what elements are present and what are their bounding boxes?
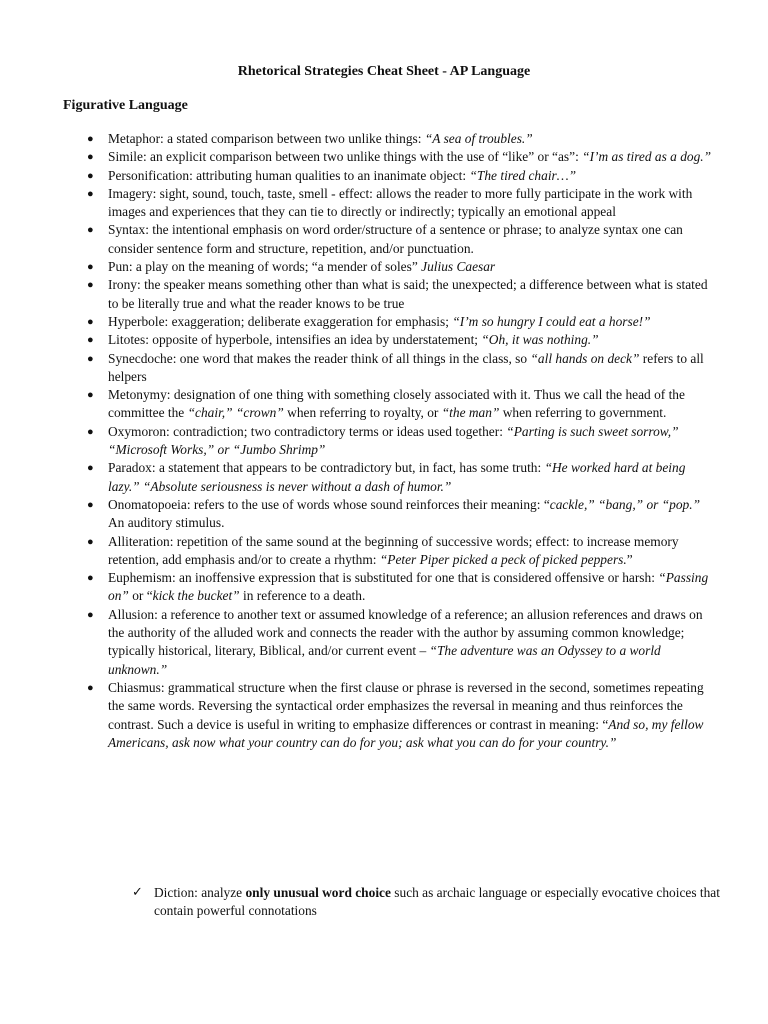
bullet-icon: ● [87,334,94,347]
bullet-icon: ● [87,224,94,237]
list-item [86,679,712,752]
list-item-text: refers to all helpers [108,350,704,384]
list-item-text: Onomatopoeia: refers to the use of words whose sound reinforces their meaning: “ [108,496,550,512]
list-item [86,258,712,276]
list-item-text: Oxymoron: contradiction; two contradictory terms or ideas used together: [108,423,507,439]
list-item-text: Simile: an explicit comparison between two unlike things with the use of “like” or “as”: [108,149,583,165]
list-item-text: Alliteration: repetition of the same sound at the beginning of successive words; effect: to increase memory retention, add emphasis and/or to create a rhythm: [108,533,679,567]
bullet-icon: ● [87,261,94,274]
list-item-text: Syntax: the intentional emphasis on word order/structure of a sentence or phrase; to analyze syntax one can consider sentence form and structure, repetition, and/or punctuation. [108,222,683,256]
list-item [86,350,712,387]
bullet-icon: ● [87,389,94,402]
list-item-text: in reference to a death. [239,588,366,604]
bullet-icon: ● [87,681,94,694]
checkmark-icon: ✓ [132,885,143,900]
list-item-text: ” [626,551,633,567]
list-item [86,167,712,185]
list-item-text: Chiasmus: grammatical structure when the first clause or phrase is reversed in the second, sometimes repeating the same words. Reversing the syntactical order emphasizes the reversal in meaning and thus reinforces the contrast. Such a device is useful in writing to emphasize differences or contrast in meaning: “ [108,679,704,732]
list-item-text: Paradox: a statement that appears to be contradictory but, in fact, has some truth: [108,460,545,476]
list-item [86,496,712,533]
bullet-icon: ● [87,608,94,621]
list-item [86,459,712,496]
list-item-text: Hyperbole: exaggeration; deliberate exaggeration for emphasis; [108,313,453,329]
bullet-icon: ● [87,498,94,511]
list-item [86,423,712,460]
list-item-example: “Peter Piper picked a peck of picked peppers. [379,551,627,567]
list-item-text: when referring to government. [499,405,667,421]
list-item [86,331,712,349]
list-item [86,313,712,331]
bullet-icon: ● [87,151,94,164]
list-item [86,276,712,313]
list-item-example: “A sea of troubles.” [424,131,533,146]
list-item [86,130,712,148]
list-item-example: “He worked hard at being lazy.” “Absolute seriousness is never without a dash of humor.” [108,460,686,494]
list-item-text: Pun: a play on the meaning of words; “a mender of soles” [108,259,422,275]
bullet-icon: ● [87,169,94,182]
list-item-text: An auditory stimulus. [108,515,225,531]
page-title: Rhetorical Strategies Cheat Sheet - AP Language [237,64,531,79]
list-item [86,606,712,679]
bullet-icon: ● [87,535,94,548]
section-heading: Figurative Language [63,98,188,113]
bullet-icon: ● [87,315,94,328]
list-item [86,185,712,222]
diction-text-after: such as archaic language or especially evocative choices that contain powerful connotations [154,885,720,919]
list-item-example: “I’m as tired as a dog.” [582,149,712,165]
diction-text-before: Diction: analyze [154,885,246,900]
list-item-text: Metonymy: designation of one thing with something closely associated with it. Thus we call the head of the committee the [108,387,685,421]
list-item-text: Personification: attributing human qualities to an inanimate object: [108,167,470,183]
list-item-text: when referring to royalty, or [283,405,442,421]
list-item-text: Allusion: a reference to another text or assumed knowledge of a reference; an allusion references and draws on the authority of the alluded work and connects the reader with the author by assuming common knowledge; typically historical, literary, Biblical, and/or current event – [108,606,703,659]
list-item [86,221,712,258]
list-item-text: Metaphor: a stated comparison between two unlike things: [108,131,425,146]
bullet-icon: ● [87,425,94,438]
list-item [86,569,712,606]
list-item-text: Synecdoche: one word that makes the reader think of all things in the class, so [108,350,531,366]
list-item-example: “Parting is such sweet sorrow,” “Microsoft Works,” or “Jumbo Shrimp” [108,423,679,458]
list-item-example: And so, my fellow Americans, ask now what your country can do for you; ask what you can do for your country.” [108,716,704,750]
list-item-example: “chair,” “crown” [187,405,284,421]
list-item-example: “I’m so hungry I could eat a horse!” [452,313,651,329]
bullet-icon: ● [87,352,94,365]
figurative-terms-list [86,130,712,752]
list-item-example: cackle,” “bang,” or “pop.” [549,496,701,512]
list-item-example: “all hands on deck” [530,350,640,366]
list-item-text: Imagery: sight, sound, touch, taste, smell - effect: allows the reader to more fully participate in the work with images and experiences that they can tie to directly or indirectly; typically an emotional appeal [108,185,693,220]
diction-note [130,884,744,921]
list-item-text: Irony: the speaker means something other than what is said; the unexpected; a difference between what is stated to be literally true and what the reader knows to be true [108,277,708,311]
list-item [86,148,712,166]
diction-text-bold: only unusual word choice [245,885,391,900]
list-item-text: Litotes: opposite of hyperbole, intensifies an idea by understatement; [108,332,482,348]
list-item-example: kick the bucket” [152,588,240,604]
list-item-example: “the man” [441,405,500,421]
bullet-icon: ● [87,462,94,475]
list-item-example: “The adventure was an Odyssey to a world unknown.” [108,643,661,677]
list-item-example: “The tired chair…” [469,167,577,183]
list-item [86,386,712,423]
list-item-text: Euphemism: an inoffensive expression that is substituted for one that is considered offensive or harsh: [108,570,659,586]
list-item-example: “Oh, it was nothing.” [481,332,599,348]
bullet-icon: ● [87,572,94,585]
list-item-example: “Passing on” [108,570,709,604]
list-item-example: Julius Caesar [421,259,496,275]
bullet-icon: ● [87,187,94,200]
list-item-text: or “ [128,588,153,604]
bullet-icon: ● [87,133,94,145]
bullet-icon: ● [87,279,94,292]
list-item [86,533,712,570]
